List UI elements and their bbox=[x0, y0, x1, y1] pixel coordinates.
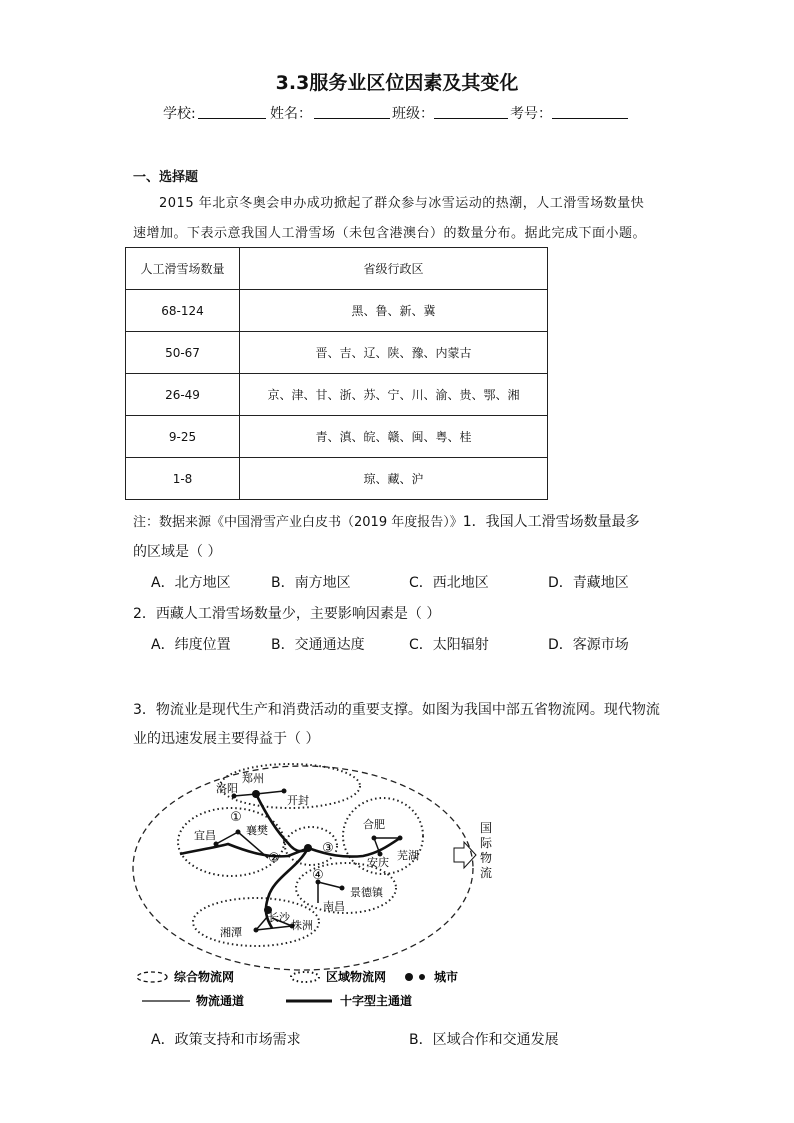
intl-logistics-char: 流 bbox=[480, 866, 493, 880]
zone-number: ③ bbox=[322, 841, 334, 856]
legend-city-dot-large bbox=[405, 973, 413, 981]
city-label: 南昌 bbox=[323, 900, 345, 913]
q1-option-d[interactable]: D．青藏地区 bbox=[548, 575, 629, 591]
city-label: 安庆 bbox=[367, 856, 389, 869]
intro-line-2: 速增加。下表示意我国人工滑雪场（未包含港澳台）的数量分布。据此完成下面小题。 bbox=[133, 226, 647, 241]
city-label: 宜昌 bbox=[194, 829, 216, 842]
intl-logistics-char: 国 bbox=[480, 821, 493, 835]
school-label: 学校: bbox=[163, 106, 196, 122]
table-cell-provinces: 琼、藏、沪 bbox=[240, 458, 548, 500]
legend-regional-label: 区域物流网 bbox=[326, 970, 387, 984]
class-label: 班级： bbox=[392, 106, 434, 122]
city-dot-wuhu bbox=[398, 836, 403, 841]
city-label: 株洲 bbox=[291, 919, 313, 932]
city-dot-kaifeng bbox=[282, 789, 287, 794]
table-row bbox=[126, 458, 548, 500]
legend-city-label: 城市 bbox=[434, 970, 459, 984]
q2-option-b[interactable]: B．交通通达度 bbox=[271, 637, 365, 653]
q3-option-b[interactable]: B．区域合作和交通发展 bbox=[409, 1032, 559, 1048]
channel-yichang-xiangfan bbox=[216, 832, 238, 844]
city-dot-hefei bbox=[372, 836, 377, 841]
table-cell-count: 9-25 bbox=[126, 416, 240, 458]
q2-option-c[interactable]: C．太阳辐射 bbox=[409, 637, 489, 653]
table-cell-provinces: 青、滇、皖、赣、闽、粤、桂 bbox=[240, 416, 548, 458]
table-row bbox=[126, 416, 548, 458]
table-cell-count: 26-49 bbox=[126, 374, 240, 416]
logistics-map bbox=[128, 758, 498, 1018]
city-dot-xiangtan bbox=[254, 928, 259, 933]
intl-logistics-char: 物 bbox=[480, 851, 493, 865]
channel-xiangtan-zhuzhou bbox=[256, 926, 292, 930]
legend-channel-label: 物流通道 bbox=[196, 994, 245, 1008]
table-header-row bbox=[126, 248, 548, 290]
zone-number: ④ bbox=[312, 868, 324, 883]
name-blank bbox=[314, 103, 390, 119]
zone-number: ① bbox=[230, 810, 242, 825]
intl-logistics-char: 际 bbox=[480, 836, 493, 850]
channel-zhengzhou-kaifeng bbox=[256, 791, 284, 794]
city-label: 长沙 bbox=[268, 911, 290, 924]
legend-comprehensive-label: 综合物流网 bbox=[174, 970, 235, 984]
city-label: 开封 bbox=[287, 794, 309, 807]
intro-line-1: 2015 年北京冬奥会申办成功掀起了群众参与冰雪运动的热潮，人工滑雪场数量快 bbox=[159, 196, 645, 211]
page-title: 3.3服务业区位因素及其变化 bbox=[275, 72, 519, 94]
city-label: 合肥 bbox=[363, 818, 385, 831]
table-header-cell: 省级行政区 bbox=[240, 248, 548, 290]
ski-resort-table bbox=[125, 247, 548, 500]
q1-option-a[interactable]: A．北方地区 bbox=[151, 575, 231, 591]
table-cell-provinces: 黑、鲁、新、冀 bbox=[240, 290, 548, 332]
city-label: 湘潭 bbox=[220, 926, 242, 939]
exam-no-blank bbox=[552, 103, 628, 119]
channel-changsha-xiangtan bbox=[256, 916, 268, 930]
name-label: 姓名： bbox=[270, 106, 312, 122]
city-label: 洛阳 bbox=[216, 782, 238, 795]
q1-option-b[interactable]: B．南方地区 bbox=[271, 575, 351, 591]
legend-main-channel-label: 十字型主通道 bbox=[340, 994, 413, 1008]
section-heading: 一、选择题 bbox=[133, 170, 199, 185]
q1-stem-end: 的区域是（ ） bbox=[133, 544, 222, 560]
q2-stem: 2．西藏人工滑雪场数量少，主要影响因素是（ ） bbox=[133, 606, 441, 622]
legend-city-dot-small bbox=[419, 974, 425, 980]
table-row bbox=[126, 332, 548, 374]
legend-comprehensive-symbol bbox=[137, 972, 167, 982]
q3-stem-line-1: 3．物流业是现代生产和消费活动的重要支撑。如图为我国中部五省物流网。现代物流 bbox=[133, 702, 660, 718]
class-blank bbox=[434, 103, 508, 119]
intl-logistics-label bbox=[480, 821, 493, 880]
table-cell-count: 1-8 bbox=[126, 458, 240, 500]
note-text: 注：数据来源《中国滑雪产业白皮书（2019 年度报告）》 bbox=[133, 515, 463, 530]
table-cell-count: 68-124 bbox=[126, 290, 240, 332]
table-row bbox=[126, 290, 548, 332]
q1-option-c[interactable]: C．西北地区 bbox=[409, 575, 489, 591]
city-dot-zhengzhou bbox=[252, 790, 260, 798]
q2-option-a[interactable]: A．纬度位置 bbox=[151, 637, 231, 653]
table-note bbox=[133, 511, 640, 531]
city-label: 景德镇 bbox=[350, 886, 383, 899]
zone-number: ② bbox=[268, 851, 280, 866]
table-cell-count: 50-67 bbox=[126, 332, 240, 374]
legend-regional-symbol bbox=[291, 972, 319, 982]
exam-no-label: 考号： bbox=[510, 106, 552, 122]
city-dot-wuhan bbox=[304, 844, 312, 852]
city-dot-yichang bbox=[214, 842, 219, 847]
table-header-cell: 人工滑雪场数量 bbox=[126, 248, 240, 290]
city-label: 襄樊 bbox=[246, 824, 268, 837]
q3-option-a[interactable]: A．政策支持和市场需求 bbox=[151, 1032, 301, 1048]
school-blank bbox=[198, 103, 266, 119]
q1-stem-start: 1．我国人工滑雪场数量最多 bbox=[462, 514, 640, 530]
q2-option-d[interactable]: D．客源市场 bbox=[548, 637, 629, 653]
table-row bbox=[126, 374, 548, 416]
q3-stem-line-2: 业的迅速发展主要得益于（ ） bbox=[133, 731, 320, 747]
city-label: 郑州 bbox=[242, 772, 264, 785]
city-dot-jingdezhen bbox=[340, 886, 345, 891]
city-dot-xiangfan bbox=[236, 830, 241, 835]
city-label: 芜湖 bbox=[397, 849, 419, 862]
table-cell-provinces: 京、津、甘、浙、苏、宁、川、渝、贵、鄂、湘 bbox=[240, 374, 548, 416]
table-cell-provinces: 晋、吉、辽、陕、豫、内蒙古 bbox=[240, 332, 548, 374]
